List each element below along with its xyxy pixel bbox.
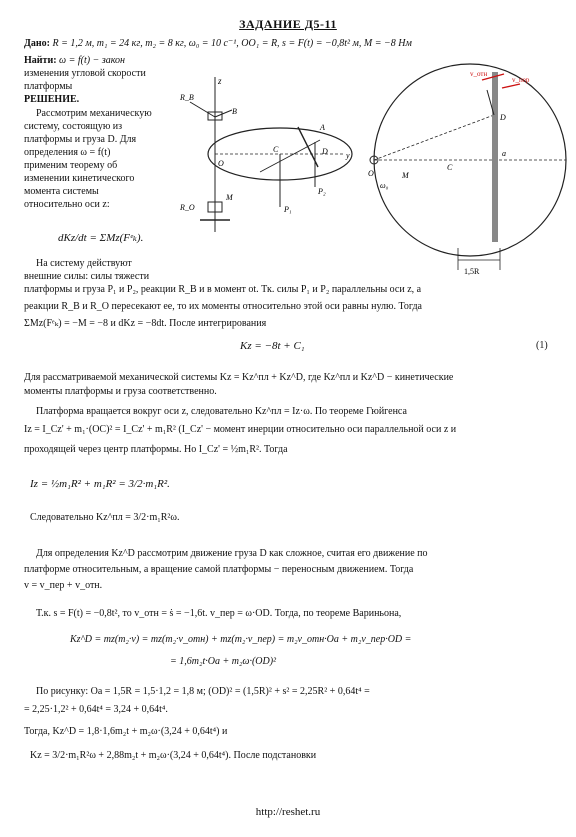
groove-ab xyxy=(492,72,498,242)
equation-1: Kz = −8t + C₁ xyxy=(240,340,305,352)
label-omega0: ω₀ xyxy=(380,181,389,190)
given-label: Дано: xyxy=(24,38,50,49)
label-b: B xyxy=(232,107,237,116)
left-col-line-4: применим теорему об xyxy=(24,160,118,171)
inertia-equation: Iz = ½m₁R² + m₁R² = 3/2·m₁R². xyxy=(30,478,170,490)
platform-line-1: Iz = I_Cz' + m₁·(OC)² = I_Cz' + m₁R² (I_Cz' − момент инерции относительно оси параллельной оси z и xyxy=(24,424,457,435)
load-line-0: Для определения Kz^D рассмотрим движение груза D как сложное, считая его движение по xyxy=(36,548,428,559)
label-m-top: M xyxy=(402,171,409,180)
segment-od xyxy=(374,115,494,160)
label-ro: R_O xyxy=(180,203,195,212)
label-c-top: C xyxy=(447,163,453,172)
label-p2: P₂ xyxy=(318,187,326,196)
solution-heading: РЕШЕНИЕ. xyxy=(24,94,80,105)
label-p1: P₁ xyxy=(284,205,292,214)
given-text: R = 1,2 м, m₁ = 24 кг, m₂ = 8 кг, ω₀ = 10 c⁻¹, OO₁ = R, s = F(t) = −0,8t² м, M = −8 Нм xyxy=(52,38,412,49)
find-label: Найти: xyxy=(24,55,57,66)
platform-figure-side xyxy=(170,72,360,242)
platform-moment-equation: Следовательно Kz^пл = 3/2·m₁R²ω. xyxy=(30,512,180,523)
radius-line xyxy=(260,140,320,172)
label-m: M xyxy=(226,193,233,202)
varignon-equation-2: = 1,6m₂t·Oa + m₂ω·(OD)² xyxy=(170,656,277,667)
label-d: D xyxy=(322,147,328,156)
label-c: C xyxy=(273,145,279,154)
left-col-line-3: определения ω = f(t) xyxy=(24,147,111,158)
left-col-line-1: систему, состоящую из xyxy=(24,121,123,132)
equation-1-number: (1) xyxy=(536,340,548,351)
kinetic-moment-equation: dKz/dt = ΣMz(Fᵉₖ). xyxy=(58,232,144,244)
label-a: A xyxy=(320,123,325,132)
label-d-top: D xyxy=(500,113,506,122)
load-line-1: платформе относительным, а вращение самой платформы − переносным движением. Тогда xyxy=(24,564,414,575)
figure-values-line-1: По рисунку: Oa = 1,5R = 1,5·1,2 = 1,8 м; (OD)² = (1,5R)² + s² = 2,25R² + 0,64t⁴ = xyxy=(36,686,370,697)
varignon-equation-1: Kz^D = mz(m₂·v) = mz(m₂·v_отн) + mz(m₂·v_пер) = m₂v_отн·Oa + m₂v_пер·OD = xyxy=(70,634,412,645)
velocity-trans-arrow xyxy=(502,84,520,88)
platform-line-0: Платформа вращается вокруг оси z, следовательно Kz^пл = Iz·ω. По теореме Гюйгенса xyxy=(36,406,407,417)
total-moment-equation: Kz = 3/2·m₁R²ω + 2,88m₂t + m₂ω·(3,24 + 0,64t⁴). После подстановки xyxy=(30,750,317,761)
platform-figure-top xyxy=(362,60,567,280)
find-text-line-1: изменения угловой скорости xyxy=(24,68,146,79)
left-col-line-5: изменении кинетического xyxy=(24,173,135,184)
footer-url: http://reshet.ru xyxy=(255,806,321,818)
forces-line-2: внешние силы: силы тяжести xyxy=(24,271,150,282)
reaction-rb-arrow xyxy=(190,102,215,117)
label-rb: R_B xyxy=(180,93,194,102)
velocity-line: Т.к. s = F(t) = −0,8t², то v_отн = ṡ = −1,6t. v_пер = ω·OD. Тогда, по теореме Вариньона, xyxy=(36,608,402,619)
bearing-b xyxy=(215,110,232,117)
label-vrel: v_отн xyxy=(470,70,488,78)
system-line-1: Для рассматриваемой механической системы Kz = Kz^пл + Kz^D, где Kz^пл и Kz^D − кинетические xyxy=(24,372,454,383)
label-z: z xyxy=(218,76,222,86)
label-1-5r: 1,5R xyxy=(464,267,480,276)
left-col-line-0: Рассмотрим механическую xyxy=(36,108,152,119)
label-a-top: a xyxy=(502,149,506,158)
given-line xyxy=(24,38,412,50)
forces-line-1: На систему действуют xyxy=(36,258,132,269)
label-y: y xyxy=(346,151,350,160)
body-line-1: реакции R_B и R_O пересекают ее, то их моменты относительно этой оси равны нулю. Тогда xyxy=(24,301,422,312)
load-line-2: v = v_пер + v_отн. xyxy=(24,580,103,591)
system-line-2: моменты платформы и груза соответственно. xyxy=(24,386,217,397)
left-col-line-6: момента системы xyxy=(24,186,99,197)
left-col-line-7: относительно оси z: xyxy=(24,199,110,210)
figure-values-line-2: = 2,25·1,2² + 0,64t⁴ = 3,24 + 0,64t⁴. xyxy=(24,704,168,715)
label-o: O xyxy=(218,159,224,168)
find-text: ω = f(t) − закон xyxy=(59,55,125,66)
left-col-line-2: платформы и груза D. Для xyxy=(24,134,137,145)
body-line-2: ΣMz(Fᵉₖ) = −M = −8 и dKz = −8dt. После интегрирования xyxy=(24,318,267,329)
body-line-0: платформы и груза P₁ и P₂, реакции R_B и в момент ot. Тк. силы P₁ и P₂ параллельны оси z, а xyxy=(24,284,422,295)
task-title: ЗАДАНИЕ Д5-11 xyxy=(239,17,337,31)
find-line xyxy=(24,55,125,67)
find-text-line-2: платформы xyxy=(24,81,73,92)
platform-line-2: проходящей через центр платформы. Но I_Cz' = ½m₁R². Тогда xyxy=(24,444,288,455)
label-vper: v_пер xyxy=(512,76,530,84)
load-moment-equation: Тогда, Kz^D = 1,8·1,6m₂t + m₂ω·(3,24 + 0,64t⁴) и xyxy=(24,726,228,737)
label-o-top: O xyxy=(368,169,374,178)
